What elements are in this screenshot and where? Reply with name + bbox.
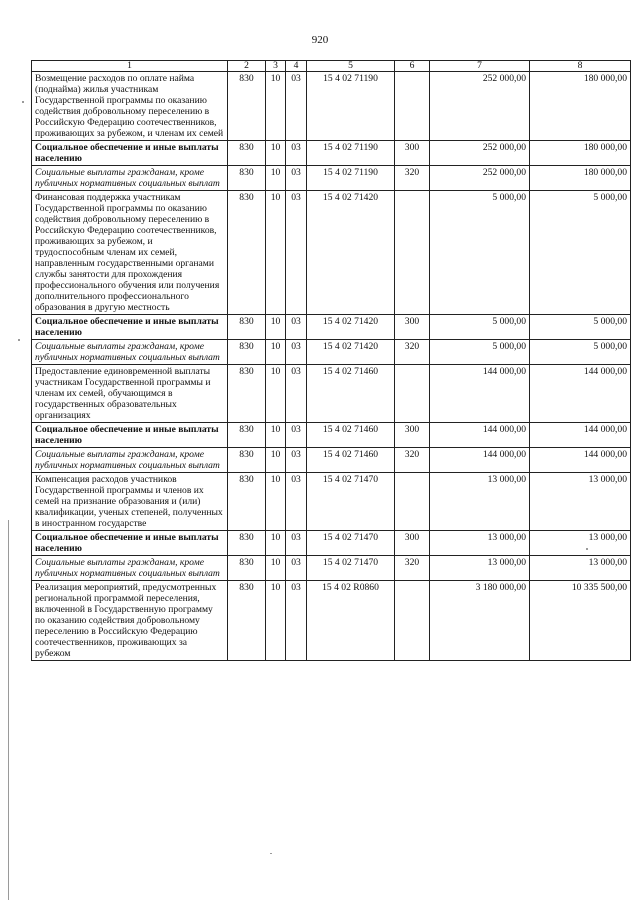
subsection-cell: 03 xyxy=(286,531,307,556)
table-row xyxy=(32,531,631,556)
row-name-cell: Социальные выплаты гражданам, кроме публичных нормативных социальных выплат xyxy=(32,166,228,191)
header-cell: 2 xyxy=(228,61,266,72)
section-cell: 10 xyxy=(266,365,286,423)
table-row xyxy=(32,448,631,473)
target-article-cell: 15 4 02 71460 xyxy=(307,423,395,448)
subsection-cell: 03 xyxy=(286,473,307,531)
target-article-cell: 15 4 02 71470 xyxy=(307,556,395,581)
admin-code-cell: 830 xyxy=(228,531,266,556)
admin-code-cell: 830 xyxy=(228,166,266,191)
scan-dot xyxy=(586,548,588,550)
expense-type-cell: 320 xyxy=(395,556,430,581)
table-row xyxy=(32,581,631,661)
row-name-cell: Компенсация расходов участников Государственной программы и членов их семей на признание образования и (или) квалификации, ученых степеней, полученных в иностранном государстве xyxy=(32,473,228,531)
table-row xyxy=(32,141,631,166)
amount-year2-cell: 144 000,00 xyxy=(530,365,631,423)
header-cell: 7 xyxy=(430,61,530,72)
header-cell: 8 xyxy=(530,61,631,72)
expense-type-cell: 320 xyxy=(395,448,430,473)
subsection-cell: 03 xyxy=(286,72,307,141)
target-article-cell: 15 4 02 71190 xyxy=(307,72,395,141)
admin-code-cell: 830 xyxy=(228,365,266,423)
subsection-cell: 03 xyxy=(286,448,307,473)
target-article-cell: 15 4 02 R0860 xyxy=(307,581,395,661)
subsection-cell: 03 xyxy=(286,191,307,315)
table-body xyxy=(32,72,631,661)
row-name-cell: Социальное обеспечение и иные выплаты населению xyxy=(32,531,228,556)
expense-type-cell: 300 xyxy=(395,141,430,166)
expense-type-cell xyxy=(395,581,430,661)
expense-type-cell xyxy=(395,365,430,423)
table-row xyxy=(32,166,631,191)
amount-year1-cell: 144 000,00 xyxy=(430,423,530,448)
section-cell: 10 xyxy=(266,72,286,141)
amount-year1-cell: 3 180 000,00 xyxy=(430,581,530,661)
row-name-cell: Социальные выплаты гражданам, кроме публичных нормативных социальных выплат xyxy=(32,448,228,473)
header-cell: 4 xyxy=(286,61,307,72)
admin-code-cell: 830 xyxy=(228,141,266,166)
target-article-cell: 15 4 02 71460 xyxy=(307,365,395,423)
subsection-cell: 03 xyxy=(286,423,307,448)
amount-year1-cell: 13 000,00 xyxy=(430,473,530,531)
row-name-cell: Возмещение расходов по оплате найма (поднайма) жилья участникам Государственной программы по оказанию содействия добровольному переселению в Российскую Федерацию соотечественников, проживающих за рубежом, и членам их семей xyxy=(32,72,228,141)
expense-type-cell xyxy=(395,72,430,141)
expense-type-cell: 300 xyxy=(395,423,430,448)
expense-type-cell: 300 xyxy=(395,315,430,340)
amount-year2-cell: 5 000,00 xyxy=(530,315,631,340)
expense-type-cell: 300 xyxy=(395,531,430,556)
header-row xyxy=(32,61,631,72)
table-row xyxy=(32,340,631,365)
row-name-cell: Социальное обеспечение и иные выплаты населению xyxy=(32,315,228,340)
subsection-cell: 03 xyxy=(286,141,307,166)
amount-year1-cell: 252 000,00 xyxy=(430,166,530,191)
budget-table xyxy=(31,60,631,661)
amount-year2-cell: 180 000,00 xyxy=(530,141,631,166)
section-cell: 10 xyxy=(266,423,286,448)
scan-dot xyxy=(270,853,272,854)
subsection-cell: 03 xyxy=(286,340,307,365)
amount-year2-cell: 13 000,00 xyxy=(530,531,631,556)
amount-year2-cell: 144 000,00 xyxy=(530,423,631,448)
amount-year2-cell: 144 000,00 xyxy=(530,448,631,473)
expense-type-cell xyxy=(395,473,430,531)
row-name-cell: Социальное обеспечение и иные выплаты населению xyxy=(32,141,228,166)
admin-code-cell: 830 xyxy=(228,473,266,531)
target-article-cell: 15 4 02 71190 xyxy=(307,166,395,191)
row-name-cell: Социальное обеспечение и иные выплаты населению xyxy=(32,423,228,448)
amount-year1-cell: 5 000,00 xyxy=(430,340,530,365)
scan-dot xyxy=(18,339,20,341)
amount-year1-cell: 13 000,00 xyxy=(430,556,530,581)
amount-year2-cell: 10 335 500,00 xyxy=(530,581,631,661)
admin-code-cell: 830 xyxy=(228,340,266,365)
target-article-cell: 15 4 02 71420 xyxy=(307,191,395,315)
amount-year2-cell: 13 000,00 xyxy=(530,473,631,531)
admin-code-cell: 830 xyxy=(228,556,266,581)
amount-year2-cell: 5 000,00 xyxy=(530,340,631,365)
scan-margin-line xyxy=(8,520,9,900)
amount-year1-cell: 5 000,00 xyxy=(430,191,530,315)
expense-type-cell: 320 xyxy=(395,166,430,191)
amount-year1-cell: 144 000,00 xyxy=(430,448,530,473)
header-cell: 3 xyxy=(266,61,286,72)
admin-code-cell: 830 xyxy=(228,423,266,448)
table-row xyxy=(32,423,631,448)
section-cell: 10 xyxy=(266,581,286,661)
amount-year2-cell: 180 000,00 xyxy=(530,166,631,191)
section-cell: 10 xyxy=(266,531,286,556)
expense-type-cell: 320 xyxy=(395,340,430,365)
amount-year1-cell: 5 000,00 xyxy=(430,315,530,340)
row-name-cell: Социальные выплаты гражданам, кроме публичных нормативных социальных выплат xyxy=(32,556,228,581)
table-row xyxy=(32,72,631,141)
subsection-cell: 03 xyxy=(286,315,307,340)
target-article-cell: 15 4 02 71420 xyxy=(307,315,395,340)
row-name-cell: Социальные выплаты гражданам, кроме публичных нормативных социальных выплат xyxy=(32,340,228,365)
section-cell: 10 xyxy=(266,448,286,473)
amount-year1-cell: 252 000,00 xyxy=(430,141,530,166)
table-row xyxy=(32,556,631,581)
section-cell: 10 xyxy=(266,473,286,531)
target-article-cell: 15 4 02 71190 xyxy=(307,141,395,166)
section-cell: 10 xyxy=(266,556,286,581)
admin-code-cell: 830 xyxy=(228,315,266,340)
amount-year1-cell: 144 000,00 xyxy=(430,365,530,423)
subsection-cell: 03 xyxy=(286,166,307,191)
section-cell: 10 xyxy=(266,315,286,340)
admin-code-cell: 830 xyxy=(228,72,266,141)
subsection-cell: 03 xyxy=(286,556,307,581)
row-name-cell: Финансовая поддержка участникам Государственной программы по оказанию содействия добровольному переселению в Российскую Федерацию соотечественников, проживающих за рубежом, и трудоспособным членам их семей, направленным государственными органами службы занятости для прохождения профессионального обучения или получения дополнительного профессионального образования в другую местность xyxy=(32,191,228,315)
header-cell: 1 xyxy=(32,61,228,72)
scan-dot xyxy=(22,101,24,103)
section-cell: 10 xyxy=(266,166,286,191)
target-article-cell: 15 4 02 71470 xyxy=(307,531,395,556)
table-row xyxy=(32,315,631,340)
section-cell: 10 xyxy=(266,141,286,166)
subsection-cell: 03 xyxy=(286,365,307,423)
admin-code-cell: 830 xyxy=(228,191,266,315)
table-row xyxy=(32,473,631,531)
amount-year2-cell: 180 000,00 xyxy=(530,72,631,141)
header-cell: 6 xyxy=(395,61,430,72)
amount-year2-cell: 5 000,00 xyxy=(530,191,631,315)
row-name-cell: Реализация мероприятий, предусмотренных региональной программой переселения, включенной в Государственную программу по оказанию содействия добровольному переселению в Российскую Федерацию соотечественников, проживающих за рубежом xyxy=(32,581,228,661)
header-cell: 5 xyxy=(307,61,395,72)
amount-year1-cell: 252 000,00 xyxy=(430,72,530,141)
section-cell: 10 xyxy=(266,340,286,365)
admin-code-cell: 830 xyxy=(228,448,266,473)
row-name-cell: Предоставление единовременной выплаты участникам Государственной программы и членам их семей, обучающимся в государственных образовательных организациях xyxy=(32,365,228,423)
target-article-cell: 15 4 02 71470 xyxy=(307,473,395,531)
page-number: 920 xyxy=(311,34,329,46)
expense-type-cell xyxy=(395,191,430,315)
target-article-cell: 15 4 02 71420 xyxy=(307,340,395,365)
amount-year2-cell: 13 000,00 xyxy=(530,556,631,581)
table-row xyxy=(32,191,631,315)
subsection-cell: 03 xyxy=(286,581,307,661)
amount-year1-cell: 13 000,00 xyxy=(430,531,530,556)
target-article-cell: 15 4 02 71460 xyxy=(307,448,395,473)
section-cell: 10 xyxy=(266,191,286,315)
table-row xyxy=(32,365,631,423)
admin-code-cell: 830 xyxy=(228,581,266,661)
